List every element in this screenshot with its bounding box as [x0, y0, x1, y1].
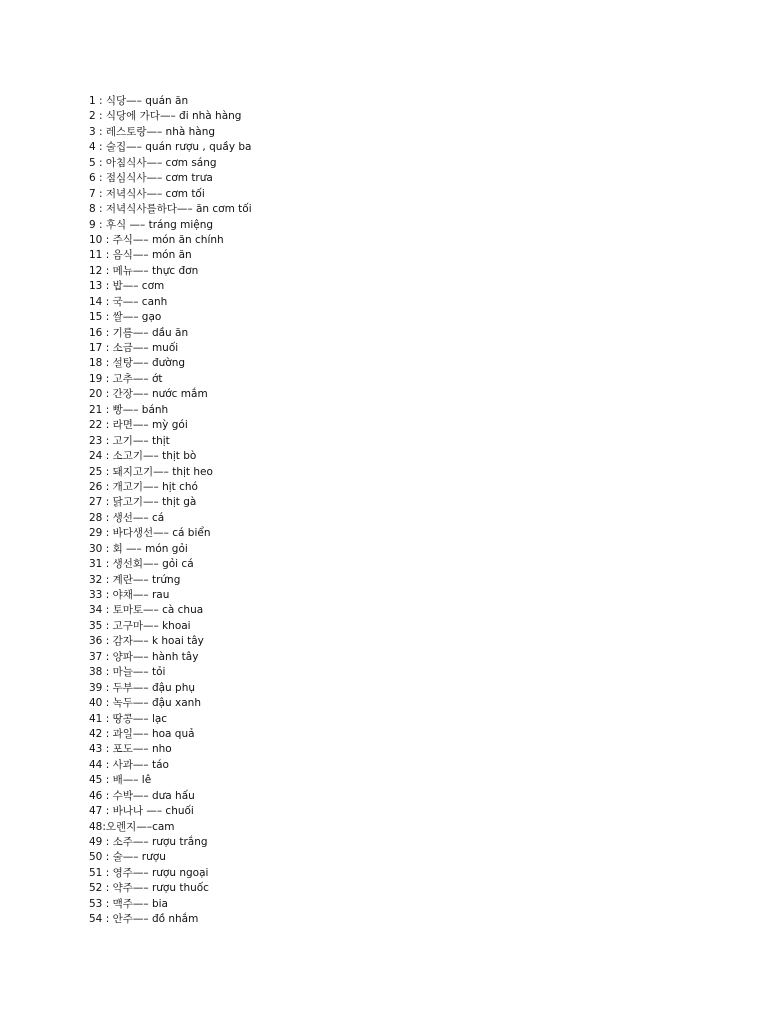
vocab-line: 53 : 맥주—– bia [89, 897, 168, 910]
vocab-line: 14 : 국—– canh [89, 295, 168, 308]
vocab-line: 17 : 소금—– muối [89, 342, 179, 354]
vocab-line: 41 : 땅콩—– lạc [89, 712, 168, 725]
vocab-line: 10 : 주식—– món ăn chính [89, 233, 224, 246]
vocab-line: 26 : 개고기—– hịt chó [89, 480, 198, 493]
vocab-line: 34 : 토마토—– cà chua [89, 604, 204, 617]
vocab-line: 36 : 감자—– k hoai tây [89, 635, 204, 648]
vocab-line: 30 : 회 —– món gỏi [89, 542, 188, 555]
vocab-line: 22 : 라면—– mỳ gói [89, 419, 188, 432]
vocab-line: 25 : 돼지고기—– thịt heo [89, 465, 213, 478]
vocab-line: 3 : 레스토랑—– nhà hàng [89, 125, 216, 138]
vocab-line: 43 : 포도—– nho [89, 743, 172, 756]
vocab-line: 48:오렌지—–cam [89, 820, 175, 833]
vocab-line: 24 : 소고기—– thịt bò [89, 450, 197, 463]
vocab-line: 54 : 안주—– đồ nhắm [89, 913, 199, 926]
vocab-line: 6 : 점심식사—– cơm trưa [89, 172, 213, 185]
vocab-line: 13 : 밥—– cơm [89, 280, 165, 293]
vocab-line: 28 : 생선—– cá [89, 511, 165, 524]
vocab-line: 29 : 바다생선—– cá biển [89, 527, 211, 540]
vocab-line: 38 : 마늘—– tỏi [89, 666, 166, 679]
vocab-line: 52 : 약주—– rượu thuốc [89, 882, 209, 895]
vocab-line: 1 : 식당—– quán ăn [89, 95, 189, 107]
vocab-line: 5 : 아침식사—– cơm sáng [89, 156, 217, 169]
vocab-line: 50 : 술—– rượu [89, 851, 166, 864]
vocab-line: 11 : 음식—– món ăn [89, 249, 192, 262]
vocab-line: 42 : 과일—– hoa quả [89, 727, 195, 740]
vocab-line: 37 : 양파—– hành tây [89, 650, 199, 663]
vocab-line: 33 : 야채—– rau [89, 589, 170, 601]
vocabulary-list [89, 94, 252, 928]
vocab-line: 12 : 메뉴—– thực đơn [89, 264, 199, 277]
vocab-line: 51 : 영주—– rượu ngoại [89, 866, 209, 879]
vocab-line: 20 : 간장—– nước mắm [89, 388, 208, 401]
vocab-line: 8 : 저녁식사를하다—– ăn cơm tối [89, 203, 252, 216]
vocab-line: 45 : 배—– lê [89, 774, 152, 787]
vocab-line: 16 : 기름—– dầu ăn [89, 326, 189, 339]
vocab-line: 47 : 바나나 —– chuối [89, 805, 194, 818]
vocab-line: 31 : 생선회—– gỏi cá [89, 558, 194, 571]
vocab-line: 39 : 두부—– đậu phụ [89, 681, 196, 694]
vocab-line: 21 : 빵—– bánh [89, 403, 169, 416]
vocab-line: 27 : 닭고기—– thịt gà [89, 496, 197, 509]
vocab-line: 2 : 식당에 가다—– đi nhà hàng [89, 110, 242, 123]
vocab-line: 7 : 저녁식사—– cơm tối [89, 187, 205, 200]
vocab-line: 32 : 계란—– trứng [89, 573, 181, 586]
vocab-line: 19 : 고추—– ớt [89, 372, 163, 385]
vocab-line: 44 : 사과—– táo [89, 758, 169, 771]
vocab-line: 18 : 설탕—– đường [89, 357, 186, 370]
vocab-line: 9 : 후식 —– tráng miệng [89, 218, 214, 231]
vocab-line: 35 : 고구마—– khoai [89, 619, 191, 632]
vocab-line: 49 : 소주—– rượu trắng [89, 836, 208, 848]
vocab-line: 15 : 쌀—– gạo [89, 311, 162, 324]
vocab-line: 46 : 수박—– dưa hấu [89, 789, 195, 802]
vocab-line: 23 : 고기—– thịt [89, 434, 170, 447]
vocab-line: 40 : 녹두—– đậu xanh [89, 697, 201, 710]
vocab-line: 4 : 술집—– quán rượu , quầy ba [89, 141, 252, 154]
